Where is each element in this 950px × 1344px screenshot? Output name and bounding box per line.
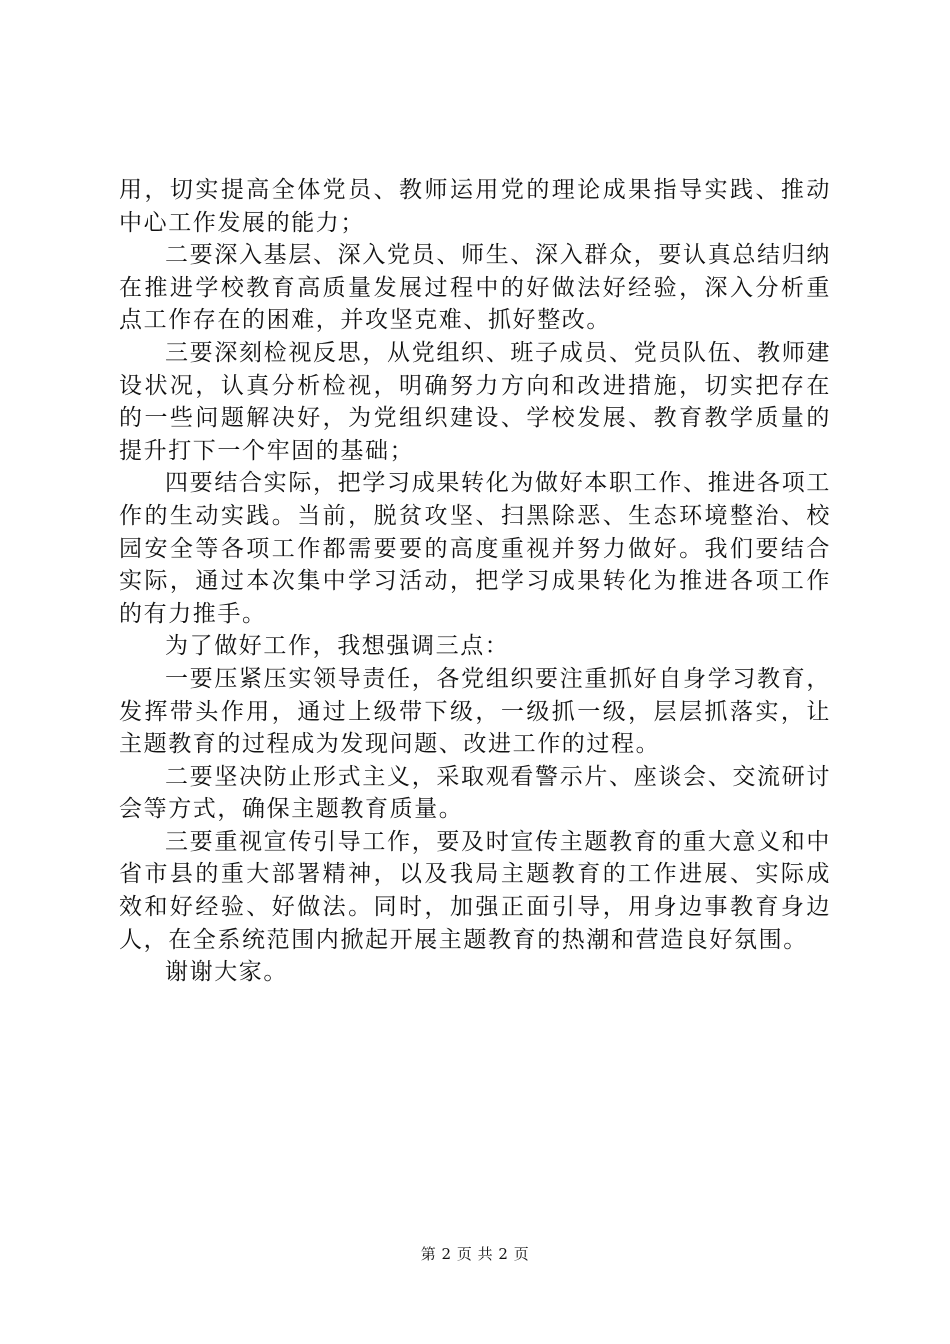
paragraph-emphasis-three: 三要重视宣传引导工作，要及时宣传主题教育的重大意义和中省市县的重大部署精神，以及我局主题教育的工作进展、实际成效和好经验、好做法。同时，加强正面引导，用身边事教育身边人，在全系统范围内掀起开展主题教育的热潮和营造良好氛围。 xyxy=(119,828,831,953)
paragraph-point-four: 四要结合实际，把学习成果转化为做好本职工作、推进各项工作的生动实践。当前，脱贫攻坚、扫黑除恶、生态环境整治、校园安全等各项工作都需要要的高度重视并努力做好。我们要结合实际，通过本次集中学习活动，把学习成果转化为推进各项工作的有力推手。 xyxy=(119,470,831,627)
paragraph-point-three: 三要深刻检视反思，从党组织、班子成员、党员队伍、教师建设状况，认真分析检视，明确努力方向和改进措施，切实把存在的一些问题解决好，为党组织建设、学校发展、教育教学质量的提升打下一个牢固的基础； xyxy=(119,339,831,464)
paragraph-emphasis-intro: 为了做好工作，我想强调三点： xyxy=(165,633,510,660)
page-number-footer: 第 2 页 共 2 页 xyxy=(420,1245,530,1263)
paragraph-closing: 谢谢大家。 xyxy=(165,959,288,986)
document-body xyxy=(119,174,831,989)
paragraph-continuation: 用，切实提高全体党员、教师运用党的理论成果指导实践、推动中心工作发展的能力； xyxy=(119,177,831,236)
paragraph-emphasis-two: 二要坚决防止形式主义，采取观看警示片、座谈会、交流研讨会等方式，确保主题教育质量。 xyxy=(119,763,831,823)
paragraph-emphasis-one: 一要压紧压实领导责任，各党组织要注重抓好自身学习教育，发挥带头作用，通过上级带下级，一级抓一级，层层抓落实，让主题教育的过程成为发现问题、改进工作的过程。 xyxy=(119,665,831,758)
paragraph-point-two: 二要深入基层、深入党员、师生、深入群众，要认真总结归纳在推进学校教育高质量发展过程中的好做法好经验，深入分析重点工作存在的困难，并攻坚克难、抓好整改。 xyxy=(119,242,831,334)
